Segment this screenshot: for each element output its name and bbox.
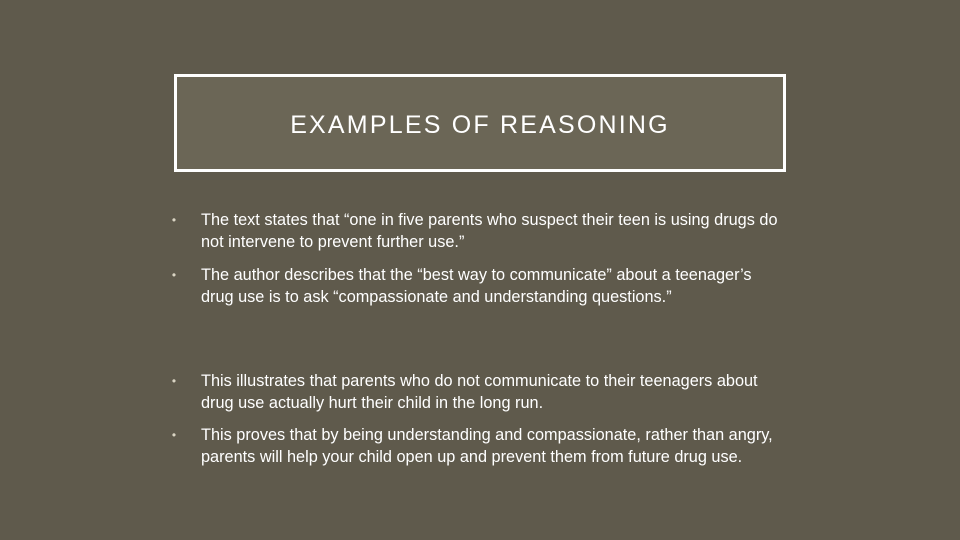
bullet-text: The text states that “one in five parents who suspect their teen is using drugs do not intervene to prevent further use.” (201, 211, 778, 251)
bullet-item (168, 210, 788, 253)
bullet-text: This illustrates that parents who do not communicate to their teenagers about drug use actually hurt their child in the long run. (201, 372, 758, 412)
slide-title: EXAMPLES OF REASONING (290, 110, 670, 139)
bullet-dot-icon: • (171, 268, 177, 282)
bullet-item (168, 371, 788, 414)
bullet-text: This proves that by being understanding and compassionate, rather than angry, parents will help your child open up and prevent them from future drug use. (201, 426, 773, 466)
bullet-dot-icon: • (171, 374, 177, 388)
title-box (174, 74, 786, 172)
bullet-item (168, 425, 788, 468)
bullet-text: The author describes that the “best way to communicate” about a teenager’s drug use is to ask “compassionate and understanding questions.” (201, 266, 752, 306)
bullet-dot-icon: • (171, 428, 177, 442)
bullet-item (168, 265, 788, 308)
bullet-dot-icon: • (171, 213, 177, 227)
